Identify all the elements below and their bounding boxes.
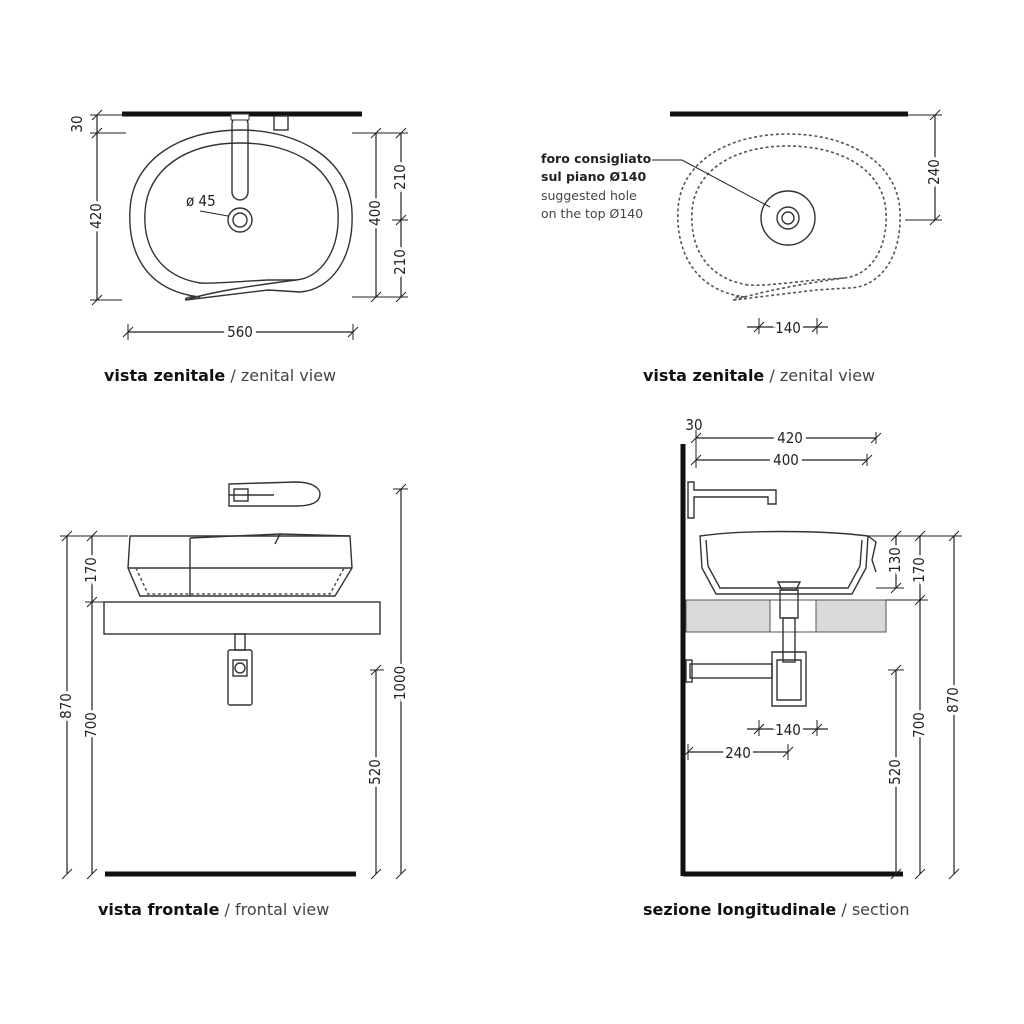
caption-bottom-left: vista frontale / frontal view bbox=[98, 900, 330, 919]
drain-inner bbox=[233, 213, 247, 227]
dim-130: 130 bbox=[886, 547, 904, 573]
dim-240: 240 bbox=[725, 744, 751, 762]
basin-section bbox=[700, 532, 868, 595]
drain-inner bbox=[782, 212, 794, 224]
caption-top-left: vista zenitale / zenital view bbox=[104, 366, 337, 385]
dim-420: 420 bbox=[87, 203, 105, 229]
faucet-handle bbox=[274, 116, 288, 130]
dim-210-lower: 210 bbox=[391, 249, 409, 275]
siphon bbox=[228, 650, 252, 705]
top-left-zenital-view bbox=[68, 110, 409, 385]
dim-420: 420 bbox=[777, 429, 803, 447]
caption-top-right: vista zenitale / zenital view bbox=[643, 366, 876, 385]
bottom-right-section-view bbox=[643, 416, 962, 919]
note-leader bbox=[652, 160, 770, 207]
note-it-line1: foro consigliato bbox=[541, 151, 652, 166]
basin-outer-rim bbox=[130, 130, 352, 300]
drain-outer bbox=[777, 207, 799, 229]
note-en-line1: suggested hole bbox=[541, 188, 637, 203]
dim-400: 400 bbox=[366, 200, 384, 226]
dim-240: 240 bbox=[925, 159, 943, 185]
dim-870: 870 bbox=[57, 693, 75, 719]
faucet-spout bbox=[232, 116, 248, 200]
dim-1000: 1000 bbox=[391, 665, 409, 701]
basin-inner-dashed bbox=[692, 146, 886, 285]
dim-870: 870 bbox=[944, 687, 962, 713]
caption-bottom-right: sezione longitudinale / section bbox=[643, 900, 910, 919]
waste-pipe bbox=[690, 664, 772, 678]
dim-170: 170 bbox=[910, 557, 928, 583]
dim-700: 700 bbox=[910, 712, 928, 738]
dim-520: 520 bbox=[886, 759, 904, 785]
dim-30: 30 bbox=[68, 115, 86, 133]
suggested-hole bbox=[761, 191, 815, 245]
drain-outer bbox=[228, 208, 252, 232]
note-it-line2: sul piano Ø140 bbox=[541, 169, 647, 184]
note-en-line2: on the top Ø140 bbox=[541, 206, 644, 221]
dim-140: 140 bbox=[775, 319, 801, 337]
dim-700: 700 bbox=[82, 712, 100, 738]
dim-520: 520 bbox=[366, 759, 384, 785]
dim-30: 30 bbox=[685, 416, 703, 434]
dim-400: 400 bbox=[773, 451, 799, 469]
basin-outline-dashed bbox=[678, 134, 900, 300]
countertop bbox=[104, 602, 380, 634]
faucet bbox=[229, 482, 320, 506]
bottom-left-frontal-view bbox=[57, 482, 409, 919]
dim-560: 560 bbox=[227, 323, 253, 341]
basin bbox=[128, 536, 352, 596]
hole-diameter-label: ø 45 bbox=[186, 192, 216, 210]
basin-lip bbox=[190, 534, 350, 596]
faucet bbox=[688, 482, 776, 518]
dim-210-upper: 210 bbox=[391, 164, 409, 190]
top-right-zenital-view bbox=[541, 110, 943, 385]
dim-170: 170 bbox=[82, 557, 100, 583]
dim-140: 140 bbox=[775, 721, 801, 739]
